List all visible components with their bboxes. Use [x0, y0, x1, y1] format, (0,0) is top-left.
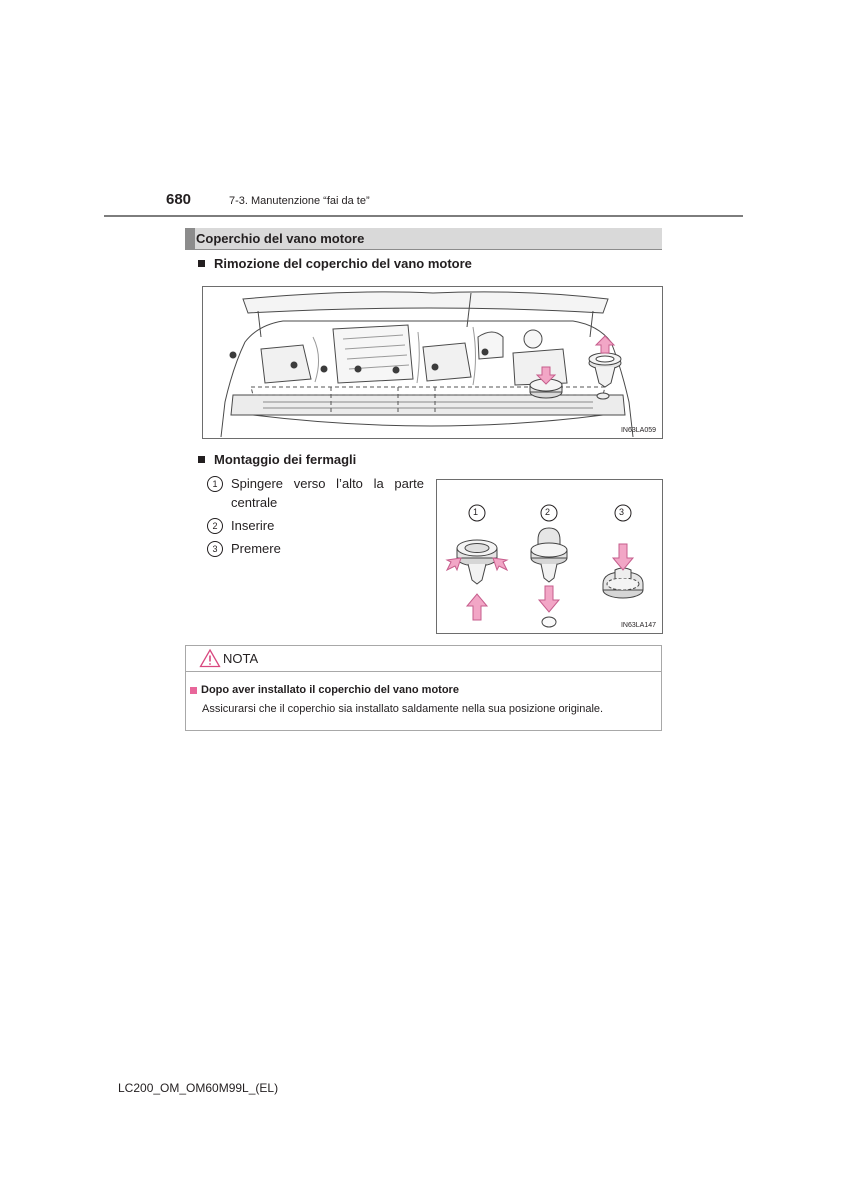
note-item-title — [190, 684, 459, 696]
section-title: Coperchio del vano motore — [196, 231, 365, 246]
step-number: 3 — [207, 541, 223, 557]
step-text: Inserire — [231, 518, 275, 533]
page-number: 680 — [166, 191, 192, 208]
removal-heading — [198, 256, 472, 271]
note-box — [185, 645, 662, 731]
figure-step-label: 1 — [473, 507, 479, 517]
install-steps — [207, 474, 424, 558]
step-number: 2 — [207, 518, 223, 534]
step-item — [207, 474, 424, 512]
figure-step-label: 3 — [619, 507, 625, 517]
step-text: Premere — [231, 541, 281, 556]
footer-doc-code: LC200_OM_OM60M99L_(EL) — [118, 1081, 279, 1095]
clip-install-figure — [436, 479, 663, 634]
step-item — [207, 539, 424, 558]
clip-steps-illustration — [437, 480, 662, 633]
pink-square-icon — [190, 687, 197, 694]
warning-triangle-icon — [199, 648, 221, 668]
step-number: 1 — [207, 476, 223, 492]
bullet-square-icon — [198, 260, 205, 267]
figure-step-label: 2 — [545, 507, 551, 517]
bullet-square-icon — [198, 456, 205, 463]
install-heading-text: Montaggio dei fermagli — [214, 452, 357, 467]
heading-underline — [185, 249, 662, 250]
install-heading — [198, 452, 356, 467]
install-figure-code: IN63LA147 — [620, 622, 656, 629]
header-rule — [104, 215, 743, 217]
section-heading — [185, 228, 662, 249]
removal-heading-text: Rimozione del coperchio del vano motore — [214, 256, 472, 271]
removal-figure-code: IN63LA059 — [620, 427, 656, 434]
note-item-title-text: Dopo aver installato il coperchio del vano motore — [201, 684, 459, 696]
section-path: 7-3. Manutenzione “fai da te” — [229, 195, 370, 207]
step-item — [207, 516, 424, 535]
note-text: Assicurarsi che il coperchio sia installato saldamente nella sua posizione originale. — [202, 703, 604, 715]
note-title: NOTA — [223, 651, 259, 666]
engine-cover-figure — [202, 286, 663, 439]
step-text: Spingere verso l’alto la parte centrale — [231, 476, 424, 510]
note-header — [186, 646, 661, 672]
engine-bay-illustration — [203, 287, 662, 438]
